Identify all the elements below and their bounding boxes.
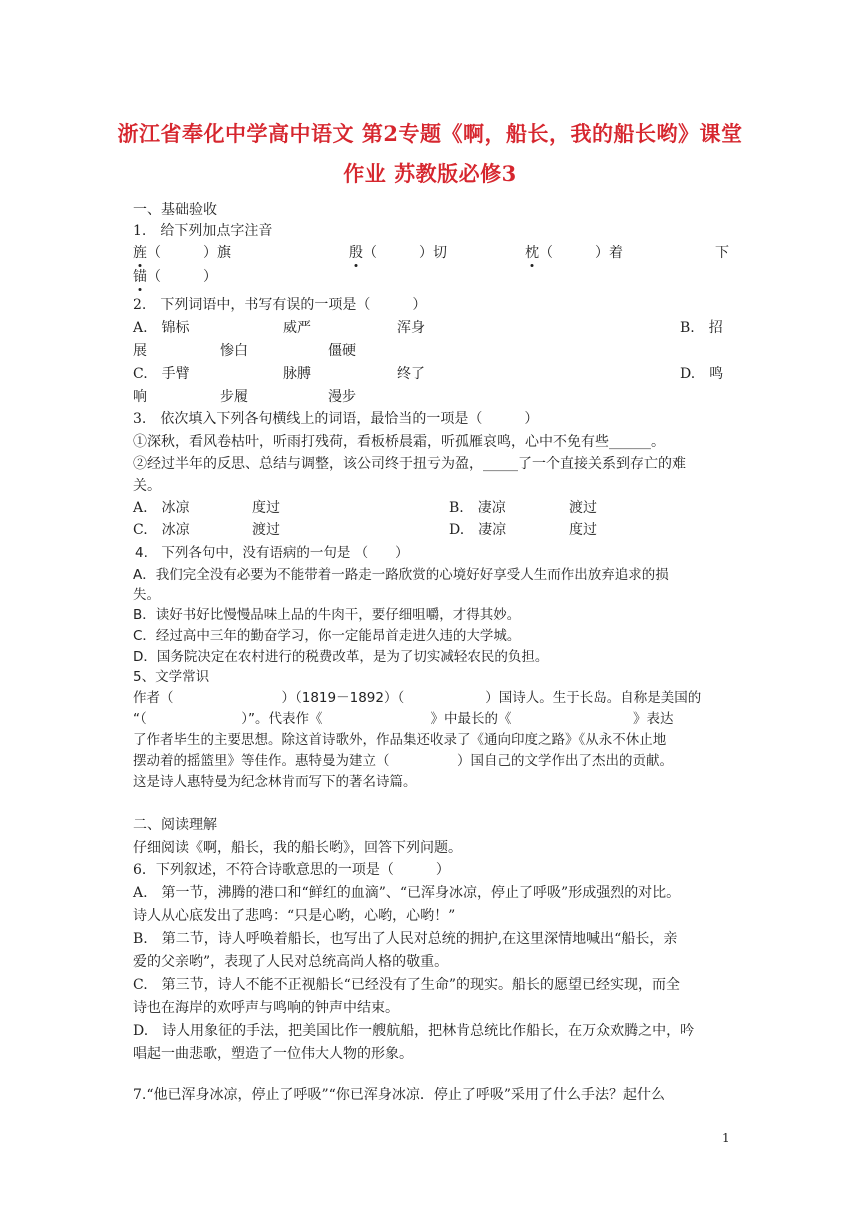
option-cell: 脉膊 [283, 366, 311, 382]
sentence-line: 关。 [133, 478, 161, 494]
pinyin-item: 下 [715, 245, 729, 261]
option-cell: 展 [133, 343, 147, 359]
option-cell: C. 手臂 [133, 366, 190, 382]
option-cell: 终了 [397, 366, 425, 382]
option-cell: 度过 [252, 500, 280, 516]
option-cell: 浑身 [397, 320, 425, 336]
document-title-line1: 浙江省奉化中学高中语文 第2专题《啊，船长，我的船长哟》课堂 [117, 121, 743, 146]
pinyin-item: 旌（ ）旗 [133, 242, 231, 264]
section-heading: 一、基础验收 [133, 202, 217, 218]
option-cell: B. 凄凉 [449, 500, 506, 516]
option-cell: A. 冰凉 [133, 500, 190, 516]
literature-line: 摆动着的摇篮里》等佳作。惠特曼为建立（ ）国自己的文学作出了杰出的贡献。 [133, 753, 673, 769]
option-cell: 威严 [283, 320, 311, 336]
option-line: 诗也在海岸的欢呼声与鸣响的钟声中结束。 [133, 1000, 399, 1016]
option-cell: 响 [133, 389, 147, 405]
option-line: A. 第一节，沸腾的港口和“鲜红的血滴”、“已浑身冰凉，停止了呼吸”形成强烈的对比。 [133, 885, 681, 901]
option-line: D. 诗人用象征的手法，把美国比作一艘航船，把林肯总统比作船长，在万众欢腾之中，吟 [133, 1023, 695, 1039]
option-cell: D. 凄凉 [449, 522, 507, 538]
option-cell: D. 鸣 [680, 366, 724, 382]
option-line: A．我们完全没有必要为不能带着一路走一路欣赏的心境好好享受人生而作出放弃追求的损 [133, 567, 669, 583]
option-cell: 渡过 [569, 500, 597, 516]
sentence-line: ①深秋，看风卷枯叶，听雨打残荷，看板桥晨霜，听孤雁哀鸣，心中不免有些______。 [133, 434, 665, 450]
option-cell: 步履 [220, 389, 248, 405]
question-stem: 7.“他已浑身冰凉，停止了呼吸”“你已浑身冰凉．停止了呼吸”采用了什么手法？起什么 [133, 1087, 665, 1103]
question-stem: 6．下列叙述，不符合诗歌意思的一项是（ ） [133, 862, 450, 878]
section-heading: 二、阅读理解 [133, 817, 217, 833]
option-line: D．国务院决定在农村进行的税费改革，是为了切实减轻农民的负担。 [133, 649, 549, 665]
pinyin-item: 锚（ ） [133, 266, 217, 288]
intro-line: 仔细阅读《啊，船长，我的船长哟》，回答下列问题。 [133, 840, 462, 856]
option-line: 唱起一曲悲歌，塑造了一位伟大人物的形象。 [133, 1046, 413, 1062]
option-cell: A. 锦标 [133, 320, 190, 336]
pinyin-item: 殷（ ）切 [349, 242, 447, 264]
sentence-line: ②经过半年的反思、总结与调整，该公司终于扭亏为盈，_____了一个直接关系到存亡的难 [133, 456, 686, 472]
option-cell: 渡过 [252, 522, 280, 538]
option-cell: B. 招 [680, 320, 723, 336]
option-cell: C. 冰凉 [133, 522, 190, 538]
pinyin-item: 枕（ ）着 [525, 242, 623, 264]
literature-line: 这是诗人惠特曼为纪念林肯而写下的著名诗篇。 [133, 774, 417, 790]
literature-line: 作者（ ）（1819－1892）（ ）国诗人。生于长岛。自称是美国的 [133, 690, 702, 706]
question-stem: 4. 下列各句中，没有语病的一句是 （ ） [135, 545, 409, 561]
option-cell: 僵硬 [328, 343, 356, 359]
option-line: 诗人从心底发出了悲鸣：“只是心哟，心哟，心哟！” [133, 908, 456, 924]
option-line: C．经过高中三年的勤奋学习，你一定能昂首走进久违的大学城。 [133, 628, 521, 644]
option-line: B. 第二节，诗人呼唤着船长，也写出了人民对总统的拥护,在这里深情地喊出“船长，亲 [133, 931, 678, 947]
page-number: 1 [722, 1131, 730, 1145]
option-cell: 漫步 [328, 389, 356, 405]
question-stem: 1. 给下列加点字注音 [133, 223, 273, 239]
question-stem: 5、文学常识 [133, 669, 210, 685]
literature-line: 了作者毕生的主要思想。除这首诗歌外，作品集还收录了《通向印度之路》《从永不休止地 [133, 732, 667, 748]
document-title-line2: 作业 苏教版必修3 [343, 161, 517, 186]
option-line: 失。 [133, 587, 160, 603]
option-line: B．读好书好比慢慢品味上品的牛肉干，要仔细咀嚼，才得其妙。 [133, 607, 521, 623]
literature-line: “（ ）”。代表作《 》中最长的《 》表达 [133, 711, 674, 727]
question-stem: 2. 下列词语中，书写有误的一项是（ ） [133, 297, 427, 313]
option-cell: 惨白 [220, 343, 248, 359]
question-stem: 3. 依次填入下列各句横线上的词语，最恰当的一项是（ ） [133, 411, 539, 427]
option-line: 爱的父亲哟”，表现了人民对总统高尚人格的敬重。 [133, 954, 449, 970]
option-cell: 度过 [569, 522, 597, 538]
option-line: C. 第三节，诗人不能不正视船长“已经没有了生命”的现实。船长的愿望已经实现，而全 [133, 977, 680, 993]
